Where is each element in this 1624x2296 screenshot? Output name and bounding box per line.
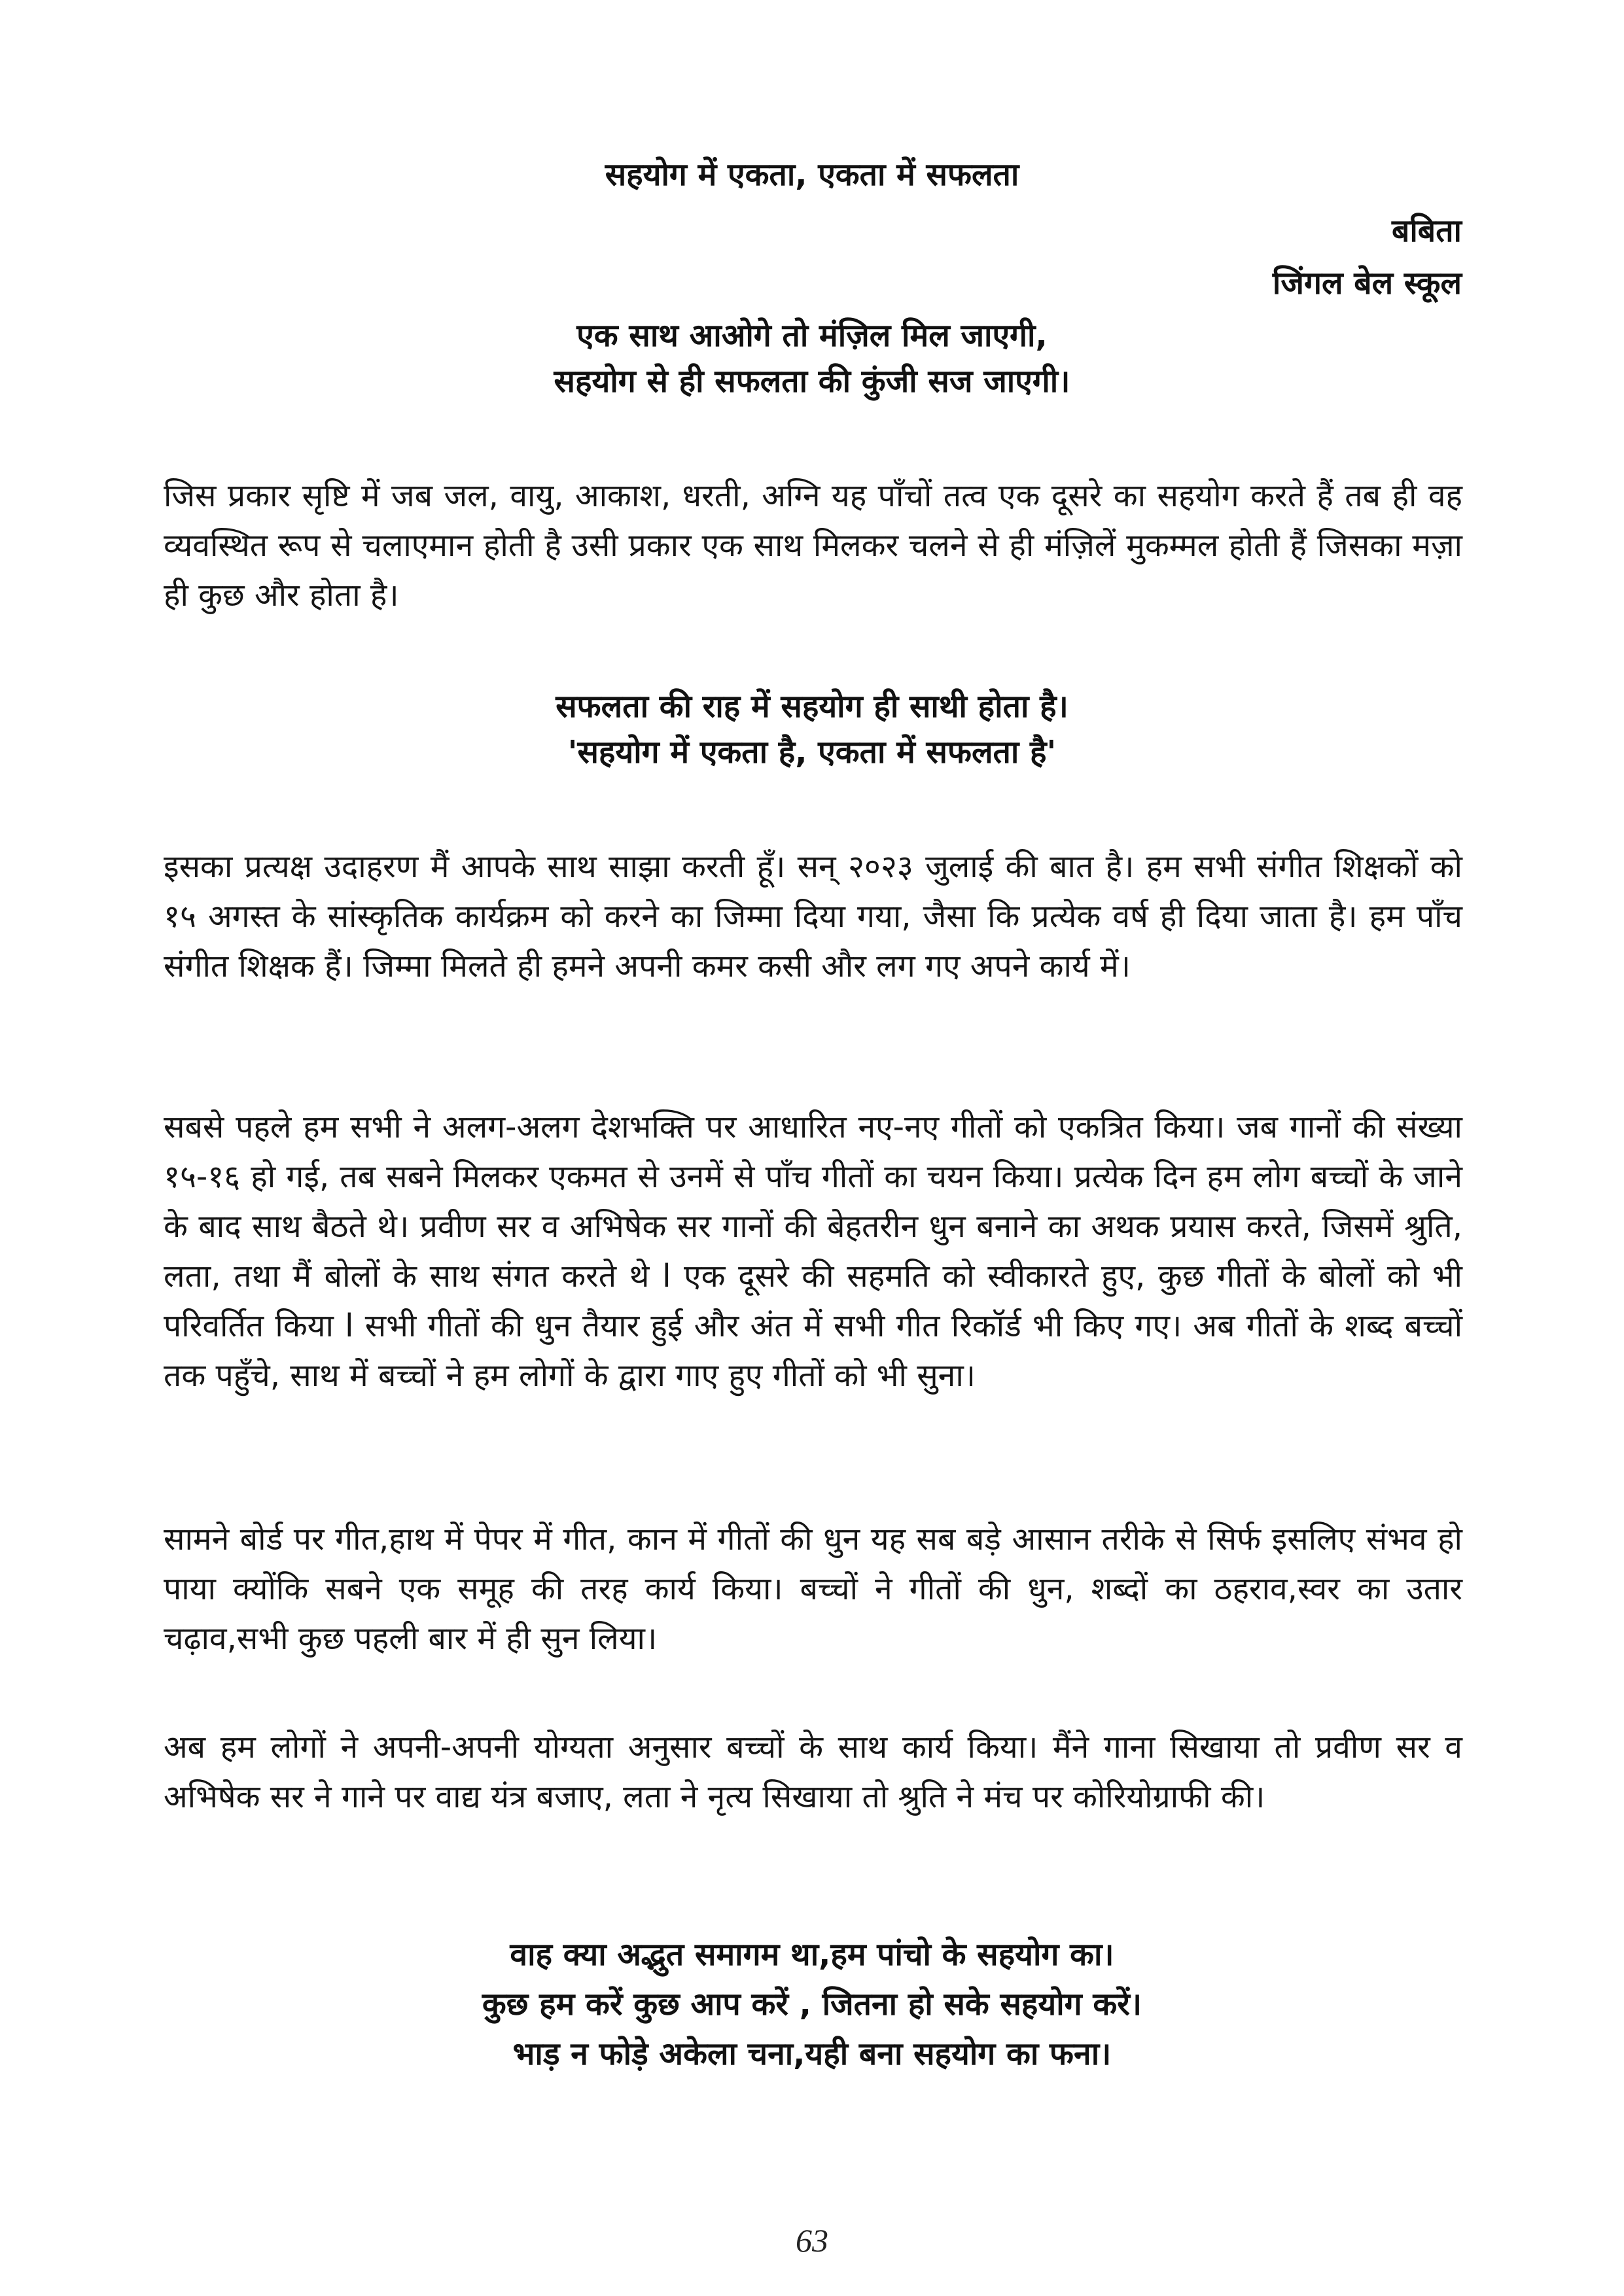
page-number: 63 <box>796 2222 828 2259</box>
middle-verse <box>0 684 1624 775</box>
middle-verse-line-2: 'सहयोग में एकता है, एकता में सफलता है' <box>567 734 1057 771</box>
closing-verse-line-2: कुछ हम करें कुछ आप करें , जितना हो सके सहयोग करें। <box>482 1986 1142 2023</box>
paragraph-4: सामने बोर्ड पर गीत,हाथ में पेपर में गीत, कान में गीतों की धुन यह सब बड़े आसान तरीके से सिर्फ इसलिए संभव हो पाया क्योंकि सबने एक समूह की तरह कार्य किया। बच्चों ने गीतों की धुन, शब्दों का ठहराव,स्वर का उतार चढ़ाव,सभी कुछ पहली बार में ही सुन लिया। <box>164 1521 1462 1657</box>
paragraph-1: जिस प्रकार सृष्टि में जब जल, वायु, आकाश, धरती, अग्नि यह पाँचों तत्व एक दूसरे का सहयोग करते हैं तब ही वह व्यवस्थित रूप से चलाएमान होती है उसी प्रकार एक साथ मिलकर चलने से ही मंज़िलें मुकम्मल होती हैं जिसका मज़ा ही कुछ और होता है। <box>164 478 1462 614</box>
closing-verse <box>0 1930 1624 2079</box>
paragraph-3: सबसे पहले हम सभी ने अलग-अलग देशभक्ति पर आधारित नए-नए गीतों को एकत्रित किया। जब गानों की संख्या १५-१६ हो गई, तब सबने मिलकर एकमत से उनमें से पाँच गीतों का चयन किया। प्रत्येक दिन हम लोग बच्चों के जाने के बाद साथ बैठते थे। प्रवीण सर व अभिषेक सर गानों की बेहतरीन धुन बनाने का अथक प्रयास करते, जिसमें श्रुति, लता, तथा मैं बोलों के साथ संगत करते थे l एक दूसरे की सहमति को स्वीकारते हुए, कुछ गीतों के बोलों को भी परिवर्तित किया l सभी गीतों की धुन तैयार हुई और अंत में सभी गीत रिकॉर्ड भी किए गए। अब गीतों के शब्द बच्चों तक पहुँचे, साथ में बच्चों ने हम लोगों के द्वारा गाए हुए गीतों को भी सुना। <box>164 1109 1462 1394</box>
closing-verse-line-1: वाह क्या अद्भुत समागम था,हम पांचो के सहयोग का। <box>510 1936 1114 1973</box>
middle-verse-line-1: सफलता की राह में सहयोग ही साथी होता है। <box>556 688 1068 725</box>
author-name: बबिता <box>1391 213 1462 249</box>
opening-verse <box>0 313 1624 404</box>
paragraph-5: अब हम लोगों ने अपनी-अपनी योग्यता अनुसार बच्चों के साथ कार्य किया। मैंने गाना सिखाया तो प्रवीण सर व अभिषेक सर ने गाने पर वाद्य यंत्र बजाए, लता ने नृत्य सिखाया तो श्रुति ने मंच पर कोरियोग्राफी की। <box>164 1729 1462 1815</box>
opening-verse-line-2: सहयोग से ही सफलता की कुंजी सज जाएगी। <box>554 363 1070 400</box>
page-title: सहयोग में एकता, एकता में सफलता <box>605 156 1019 193</box>
opening-verse-line-1: एक साथ आओगे तो मंज़िल मिल जाएगी, <box>576 317 1048 354</box>
author-school: जिंगल बेल स्कूल <box>1272 265 1462 302</box>
paragraph-2: इसका प्रत्यक्ष उदाहरण मैं आपके साथ साझा करती हूँ। सन् २०२३ जुलाई की बात है। हम सभी संगीत शिक्षकों को १५ अगस्त के सांस्कृतिक कार्यक्रम को करने का जिम्मा दिया गया, जैसा कि प्रत्येक वर्ष ही दिया जाता है। हम पाँच संगीत शिक्षक हैं। जिम्मा मिलते ही हमने अपनी कमर कसी और लग गए अपने कार्य में। <box>164 848 1462 984</box>
closing-verse-line-3: भाड़ न फोड़े अकेला चना,यही बना सहयोग का फना। <box>512 2036 1112 2072</box>
